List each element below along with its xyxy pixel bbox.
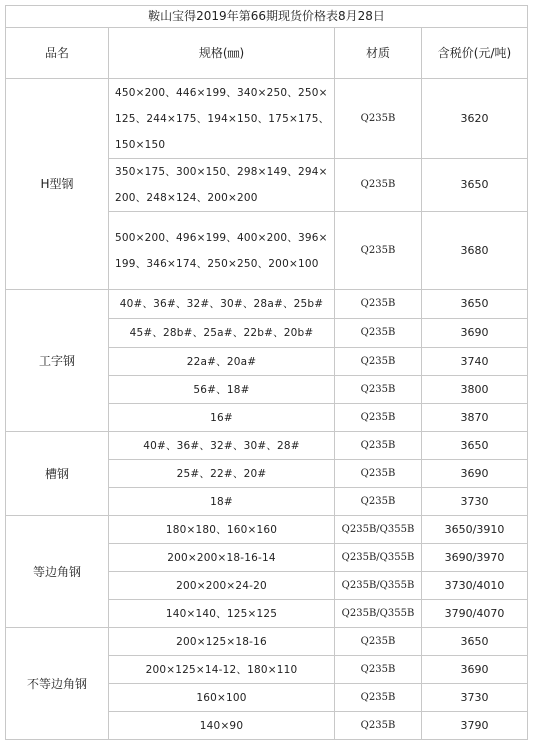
price-cell: 3650 (422, 290, 528, 319)
material-cell: Q235B (335, 319, 422, 348)
spec-cell: 45#、28b#、25a#、22b#、20b# (109, 319, 335, 348)
material-cell: Q235B (335, 656, 422, 684)
header-name: 品名 (6, 28, 109, 79)
spec-cell: 140×140、125×125 (109, 600, 335, 628)
table-row (6, 516, 528, 544)
material-cell: Q235B (335, 348, 422, 376)
material-cell: Q235B (335, 404, 422, 432)
category-name: 等边角钢 (6, 516, 109, 628)
material-cell: Q235B (335, 712, 422, 740)
category-name: H型钢 (6, 79, 109, 290)
material-cell: Q235B (335, 628, 422, 656)
table-title: 鞍山宝得2019年第66期现货价格表8月28日 (6, 6, 528, 28)
price-cell: 3680 (422, 212, 528, 290)
spec-cell: 450×200、446×199、340×250、250×125、244×175、194×150、175×175、150×150 (109, 79, 335, 159)
spec-cell: 16# (109, 404, 335, 432)
table-row (6, 432, 528, 460)
spec-cell: 22a#、20a# (109, 348, 335, 376)
price-cell: 3690 (422, 460, 528, 488)
category-name: 不等边角钢 (6, 628, 109, 740)
title-row (6, 6, 528, 28)
material-cell: Q235B/Q355B (335, 600, 422, 628)
spec-cell: 200×200×18-16-14 (109, 544, 335, 572)
material-cell: Q235B (335, 460, 422, 488)
spec-cell: 500×200、496×199、400×200、396×199、346×174、250×250、200×100 (109, 212, 335, 290)
spec-cell: 160×100 (109, 684, 335, 712)
price-cell: 3690 (422, 319, 528, 348)
price-cell: 3730 (422, 488, 528, 516)
spec-cell: 200×125×18-16 (109, 628, 335, 656)
price-cell: 3790/4070 (422, 600, 528, 628)
header-spec: 规格(㎜) (109, 28, 335, 79)
material-cell: Q235B (335, 376, 422, 404)
material-cell: Q235B/Q355B (335, 572, 422, 600)
price-table (5, 5, 528, 740)
price-cell: 3650 (422, 628, 528, 656)
price-cell: 3740 (422, 348, 528, 376)
header-material: 材质 (335, 28, 422, 79)
material-cell: Q235B (335, 684, 422, 712)
price-cell: 3650 (422, 432, 528, 460)
spec-cell: 140×90 (109, 712, 335, 740)
material-cell: Q235B (335, 212, 422, 290)
material-cell: Q235B (335, 488, 422, 516)
spec-cell: 18# (109, 488, 335, 516)
header-row (6, 28, 528, 79)
spec-cell: 56#、18# (109, 376, 335, 404)
price-cell: 3650/3910 (422, 516, 528, 544)
price-cell: 3800 (422, 376, 528, 404)
material-cell: Q235B (335, 290, 422, 319)
spec-cell: 25#、22#、20# (109, 460, 335, 488)
price-cell: 3790 (422, 712, 528, 740)
material-cell: Q235B/Q355B (335, 516, 422, 544)
material-cell: Q235B (335, 432, 422, 460)
spec-cell: 180×180、160×160 (109, 516, 335, 544)
table-row (6, 290, 528, 319)
price-cell: 3730/4010 (422, 572, 528, 600)
spec-cell: 40#、36#、32#、30#、28a#、25b# (109, 290, 335, 319)
category-name: 槽钢 (6, 432, 109, 516)
price-cell: 3690 (422, 656, 528, 684)
spec-cell: 40#、36#、32#、30#、28# (109, 432, 335, 460)
spec-cell: 200×125×14-12、180×110 (109, 656, 335, 684)
table-row (6, 79, 528, 159)
category-name: 工字钢 (6, 290, 109, 432)
spec-cell: 200×200×24-20 (109, 572, 335, 600)
spec-cell: 350×175、300×150、298×149、294×200、248×124、200×200 (109, 159, 335, 212)
header-price: 含税价(元/吨) (422, 28, 528, 79)
price-cell: 3650 (422, 159, 528, 212)
material-cell: Q235B (335, 159, 422, 212)
material-cell: Q235B/Q355B (335, 544, 422, 572)
price-cell: 3730 (422, 684, 528, 712)
price-cell: 3620 (422, 79, 528, 159)
price-cell: 3870 (422, 404, 528, 432)
price-cell: 3690/3970 (422, 544, 528, 572)
material-cell: Q235B (335, 79, 422, 159)
table-row (6, 628, 528, 656)
